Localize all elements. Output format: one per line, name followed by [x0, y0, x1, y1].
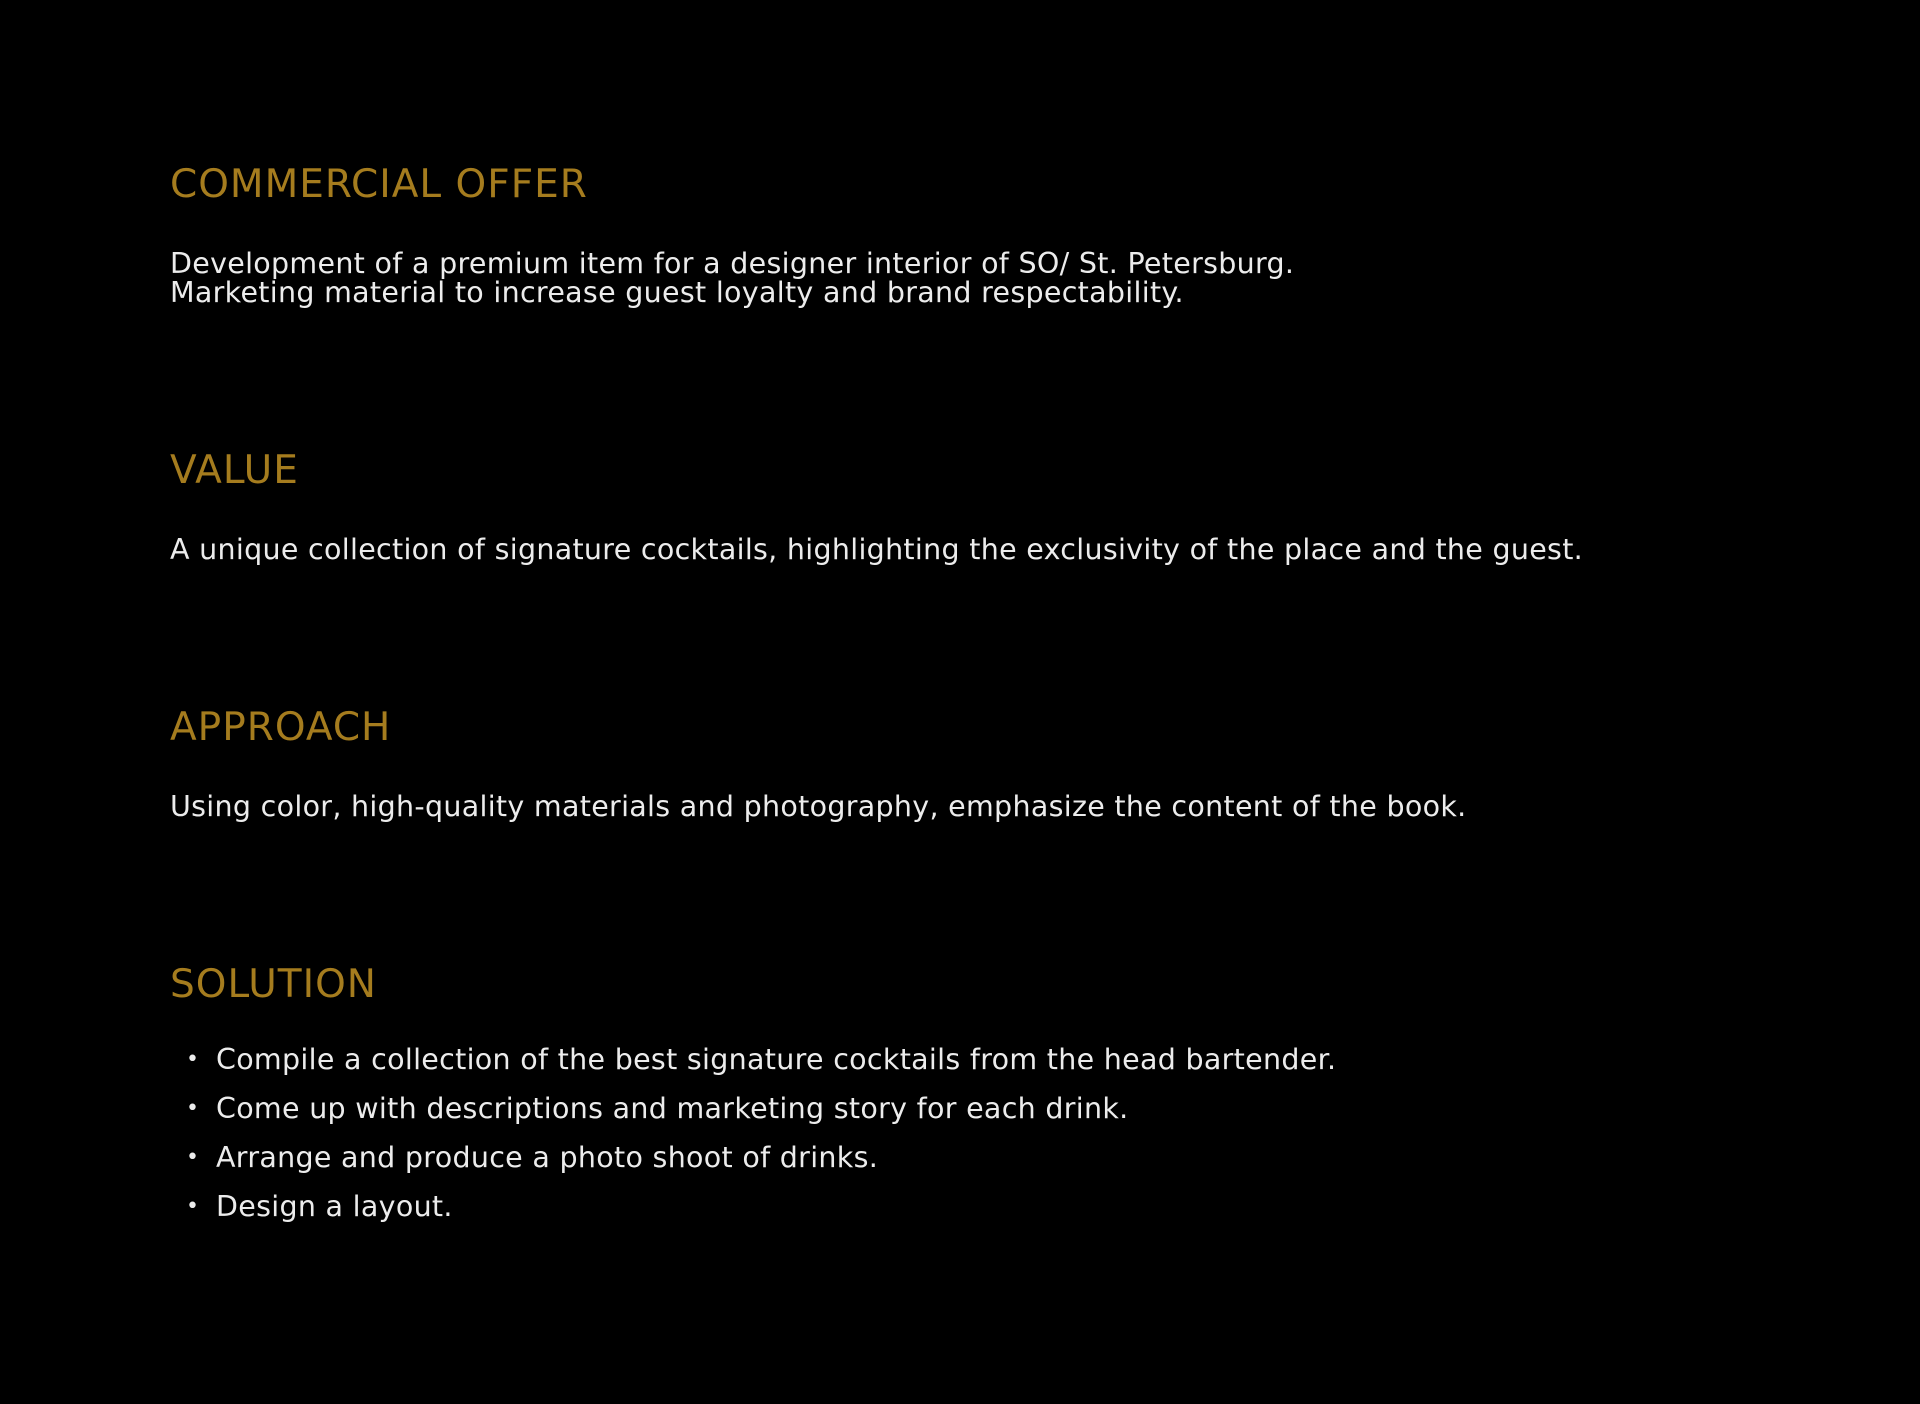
commercial-offer-text — [170, 246, 1770, 310]
value-section — [170, 448, 1770, 564]
value-heading: VALUE — [170, 448, 299, 493]
list-item — [170, 1035, 1770, 1084]
commercial-offer-heading: COMMERCIAL OFFER — [170, 162, 588, 207]
solution-section — [170, 962, 1770, 1231]
list-item-text: Compile a collection of the best signature cocktails from the head bartender. — [216, 1042, 1337, 1076]
list-item — [170, 1084, 1770, 1133]
value-text: A unique collection of signature cocktails, highlighting the exclusivity of the place and the guest. — [170, 532, 1584, 566]
bullet-icon: • — [186, 1095, 200, 1121]
bullet-icon: • — [186, 1193, 200, 1219]
list-item-text: Arrange and produce a photo shoot of drinks. — [216, 1140, 879, 1174]
commercial-offer-line-1: Development of a premium item for a designer interior of SO/ St. Petersburg. — [170, 246, 1295, 280]
list-item-text: Design a layout. — [216, 1189, 453, 1223]
list-item — [170, 1182, 1770, 1231]
approach-heading: APPROACH — [170, 705, 392, 750]
commercial-offer-section — [170, 162, 1770, 308]
list-item-text: Come up with descriptions and marketing story for each drink. — [216, 1091, 1129, 1125]
bullet-icon: • — [186, 1046, 200, 1072]
commercial-offer-line-2: Marketing material to increase guest loyalty and brand respectability. — [170, 276, 1184, 310]
approach-text: Using color, high-quality materials and photography, emphasize the content of the book. — [170, 789, 1467, 823]
list-item — [170, 1133, 1770, 1182]
solution-list — [170, 1035, 1770, 1231]
bullet-icon: • — [186, 1144, 200, 1170]
solution-heading: SOLUTION — [170, 962, 377, 1007]
approach-section — [170, 705, 1770, 821]
